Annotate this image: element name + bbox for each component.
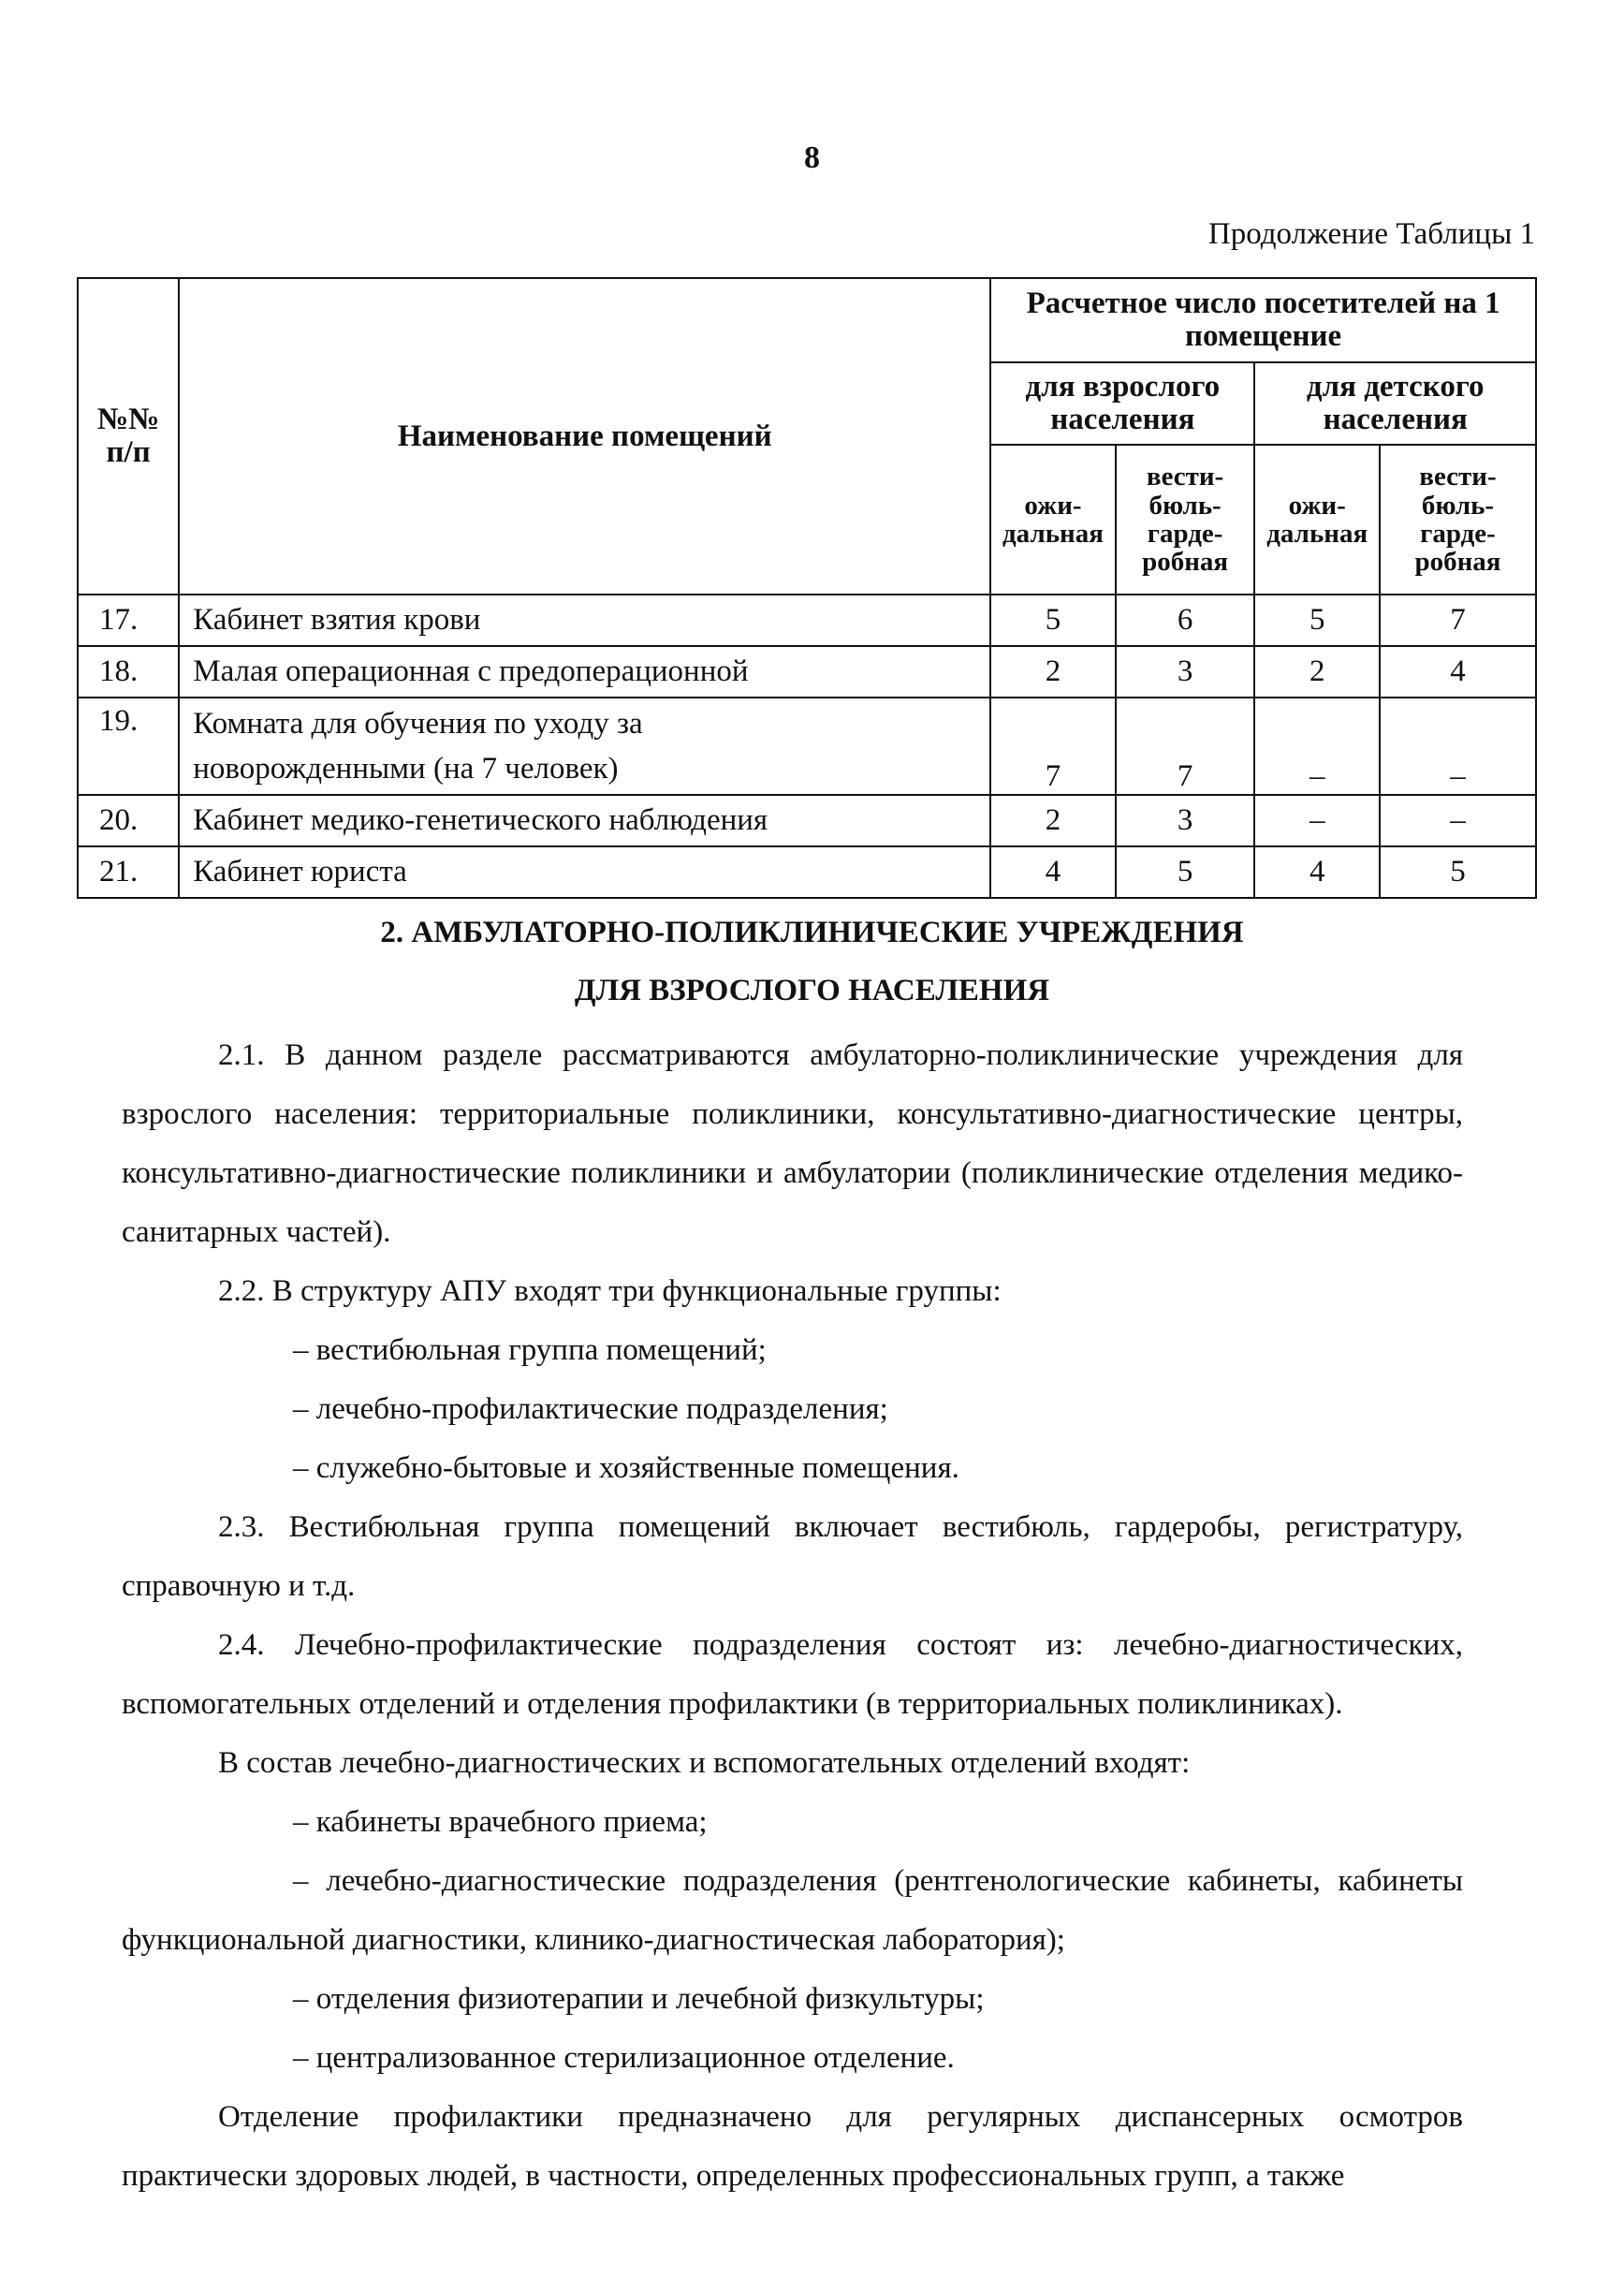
paragraph-prophylaxis: Отделение профилактики предназначено для регулярных диспансерных осмотров практически здоровых людей, в частности, определенных профессиональных групп, а также — [122, 2100, 1463, 2193]
table-row — [78, 698, 1536, 795]
room-name: Кабинет взятия крови — [179, 595, 990, 646]
list-item: – централизованное стерилизационное отделение. — [293, 2041, 955, 2075]
child-header: для детского населения — [1254, 362, 1536, 445]
section-body — [122, 1026, 1463, 2206]
child-vestibule-value: 5 — [1380, 846, 1536, 898]
adult-header: для взрослого населения — [990, 362, 1254, 445]
adult-vestibule-value: 6 — [1116, 595, 1255, 646]
rooms-table — [77, 277, 1537, 899]
child-waiting-value: 2 — [1254, 646, 1380, 698]
adult-waiting-value: 2 — [990, 646, 1116, 698]
child-waiting-value: – — [1254, 698, 1380, 795]
visitors-group-header: Расчетное число посетителей на 1 помещение — [990, 278, 1536, 362]
child-waiting-header: ожи-дальная — [1254, 445, 1380, 595]
row-number: 18. — [78, 646, 179, 698]
adult-vestibule-header: вести-бюль-гарде-робная — [1116, 445, 1255, 595]
room-name-line: Комната для обучения по уходу за — [193, 707, 643, 741]
list-item: – отделения физиотерапии и лечебной физкультуры; — [293, 1982, 985, 2016]
room-name: Кабинет юриста — [179, 846, 990, 898]
col-num-header: №№ п/п — [78, 278, 179, 595]
table-row — [78, 846, 1536, 898]
child-vestibule-value: – — [1380, 698, 1536, 795]
list-item: – служебно-бытовые и хозяйственные помещения. — [293, 1451, 959, 1485]
child-vestibule-value: 4 — [1380, 646, 1536, 698]
row-number: 20. — [78, 795, 179, 846]
room-name: Кабинет медико-генетического наблюдения — [179, 795, 990, 846]
table-row — [78, 795, 1536, 846]
child-waiting-value: – — [1254, 795, 1380, 846]
adult-waiting-header: ожи-дальная — [990, 445, 1116, 595]
row-number: 17. — [78, 595, 179, 646]
paragraph-sostav: В состав лечебно-диагностических и вспомогательных отделений входят: — [218, 1746, 1191, 1780]
child-waiting-value: 4 — [1254, 846, 1380, 898]
col-name-header: Наименование помещений — [179, 278, 990, 595]
page-number: 8 — [804, 140, 820, 175]
room-name — [179, 698, 990, 795]
adult-vestibule-value: 3 — [1116, 646, 1255, 698]
paragraph-2-4: 2.4. Лечебно-профилактические подразделения состоят из: лечебно-диагностических, вспомогательных отделений и отделения профилактики (в территориальных поликлиниках). — [122, 1628, 1463, 1721]
adult-waiting-value: 4 — [990, 846, 1116, 898]
list-item: – кабинеты врачебного приема; — [293, 1805, 708, 1839]
section-title-line2: ДЛЯ ВЗРОСЛОГО НАСЕЛЕНИЯ — [574, 974, 1050, 1007]
room-name: Малая операционная с предоперационной — [179, 646, 990, 698]
adult-vestibule-value: 5 — [1116, 846, 1255, 898]
section-title-line1: 2. АМБУЛАТОРНО-ПОЛИКЛИНИЧЕСКИЕ УЧРЕЖДЕНИЯ — [380, 916, 1244, 949]
table-row — [78, 595, 1536, 646]
row-number: 19. — [78, 698, 179, 795]
list-item: – лечебно-диагностические подразделения (рентгенологические кабинеты, кабинеты функциональной диагностики, клинико-диагностическая лаборатория); — [122, 1864, 1463, 1957]
paragraph-2-2: 2.2. В структуру АПУ входят три функциональные группы: — [218, 1274, 1002, 1308]
child-vestibule-value: – — [1380, 795, 1536, 846]
adult-waiting-value: 2 — [990, 795, 1116, 846]
table-row — [78, 646, 1536, 698]
list-item: – вестибюльная группа помещений; — [293, 1333, 767, 1367]
adult-waiting-value: 5 — [990, 595, 1116, 646]
child-waiting-value: 5 — [1254, 595, 1380, 646]
child-vestibule-header: вести-бюль-гарде-робная — [1380, 445, 1536, 595]
child-vestibule-value: 7 — [1380, 595, 1536, 646]
list-item: – лечебно-профилактические подразделения; — [293, 1392, 888, 1426]
room-name-line: новорожденными (на 7 человек) — [193, 752, 619, 786]
adult-vestibule-value: 3 — [1116, 795, 1255, 846]
row-number: 21. — [78, 846, 179, 898]
paragraph-2-3: 2.3. Вестибюльная группа помещений включает вестибюль, гардеробы, регистратуру, справочную и т.д. — [122, 1510, 1463, 1603]
paragraph-2-1: 2.1. В данном разделе рассматриваются амбулаторно-поликлинические учреждения для взрослого населения: территориальные поликлиники, консультативно-диагностические центры, консультативно-диагностические поликлиники и амбулатории (поликлинические отделения медико-санитарных частей). — [122, 1038, 1463, 1249]
adult-waiting-value: 7 — [990, 698, 1116, 795]
adult-vestibule-value: 7 — [1116, 698, 1255, 795]
table-continuation-label: Продолжение Таблицы 1 — [1207, 217, 1535, 251]
